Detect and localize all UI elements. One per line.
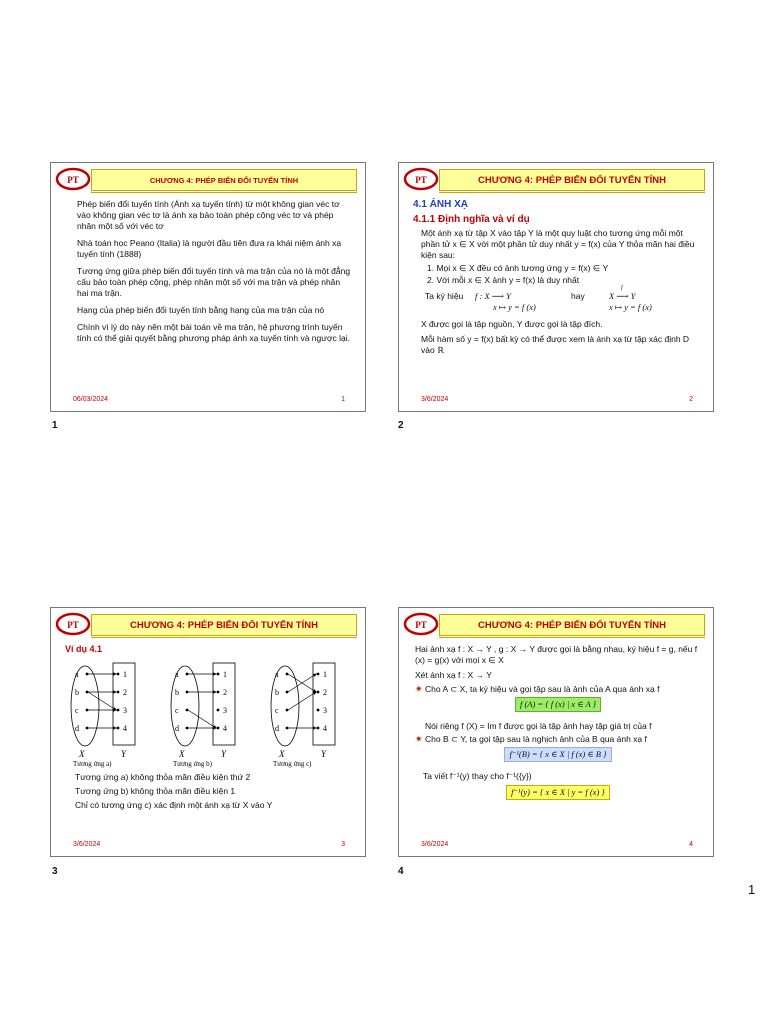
domain-element-label: a	[175, 670, 179, 679]
notation-text: Ta viết f⁻¹(y) thay cho f⁻¹({y})	[423, 771, 532, 781]
ptit-logo-icon	[55, 165, 91, 193]
codomain-element-label: 4	[323, 724, 327, 733]
codomain-point	[217, 727, 220, 730]
slide-date: 3/6/2024	[421, 396, 449, 403]
slide-date: 06/03/2024	[73, 396, 109, 403]
domain-element-label: c	[275, 706, 279, 715]
mapping-arrow	[288, 692, 316, 710]
slide-body	[77, 199, 351, 391]
notation-block	[413, 285, 701, 315]
slide-header	[399, 608, 713, 640]
domain-point	[86, 727, 89, 730]
source-target-text: X được gọi là tập nguồn, Y được gọi là tập đích.	[421, 319, 603, 329]
sheet-page-number: 1	[748, 882, 756, 897]
slide-body	[415, 644, 701, 836]
notation-2-f: f	[621, 285, 623, 291]
slide-header	[51, 608, 365, 640]
slide-2	[398, 162, 714, 412]
codomain-point	[317, 727, 320, 730]
codomain-point	[117, 727, 120, 730]
domain-point	[86, 691, 89, 694]
codomain-point	[217, 709, 220, 712]
paragraph: Phép biến đổi tuyến tính (Ánh xạ tuyến tính) từ một không gian véc tơ vào không gian véc tơ là ánh xạ bảo toàn phép cộng véc tơ và phép nhân một số với véc tơ	[77, 199, 340, 231]
image-formula: f (A) = { f (x) | x ∈ A }	[515, 697, 601, 712]
ptit-logo-icon	[403, 610, 439, 638]
explanation-line: Tương ứng a) không thỏa mãn điều kiện thứ 2	[75, 772, 251, 782]
domain-point	[286, 727, 289, 730]
set-y-label: Y	[221, 749, 227, 759]
codomain-element-label: 3	[323, 706, 327, 715]
set-x-label: X	[179, 749, 185, 759]
diagram-caption: Tương ứng c)	[273, 760, 312, 768]
set-x-label: X	[279, 749, 285, 759]
set-y-label: Y	[321, 749, 327, 759]
codomain-element-label: 2	[223, 688, 227, 697]
slide-number: 3	[341, 841, 345, 848]
codomain-element-label: 2	[123, 688, 127, 697]
codomain-element-label: 1	[123, 670, 127, 679]
codomain-element-label: 3	[223, 706, 227, 715]
domain-point	[186, 691, 189, 694]
thumbnail-label-3: 3	[52, 866, 58, 877]
notation-lead: Ta ký hiệu	[425, 291, 464, 301]
domain-element-label: d	[175, 724, 179, 733]
slide-title: CHƯƠNG 4: PHÉP BIẾN ĐỔI TUYẾN TÍNH	[439, 169, 705, 191]
slide-number: 1	[341, 396, 345, 403]
slide-header	[51, 163, 365, 195]
domain-point	[286, 673, 289, 676]
explanation-line: Tương ứng b) không thỏa mãn điều kiện 1	[75, 786, 236, 796]
slide-3	[50, 607, 366, 857]
codomain-point	[117, 709, 120, 712]
svg-text:PT: PT	[67, 620, 79, 630]
domain-point	[186, 727, 189, 730]
codomain-element-label: 4	[123, 724, 127, 733]
thumbnail-label-4: 4	[398, 866, 404, 877]
mapping-arrow	[88, 692, 116, 710]
condition-1: 1. Mọi x ∈ X đều có ảnh tương ứng y = f(x) ∈ Y	[427, 263, 609, 273]
consider-mapping: Xét ánh xạ f : X → Y	[415, 670, 492, 680]
paragraph: Tương ứng giữa phép biến đổi tuyến tính và ma trận của nó là một đẳng cấu bảo toàn phép cộng, phép nhân một số với ma trận và phép nhân hai ma trận.	[77, 266, 351, 298]
diagram-caption: Tương ứng a)	[73, 760, 112, 768]
slide-title: CHƯƠNG 4: PHÉP BIẾN ĐỔI TUYẾN TÍNH	[439, 614, 705, 636]
condition-2: 2. Với mỗi x ∈ X ảnh y = f(x) là duy nhất	[427, 275, 580, 285]
domain-element-label: c	[75, 706, 79, 715]
definition-text: Một ánh xạ từ tập X vào tập Y là một quy luật cho tương ứng mỗi một phần tử x ∈ X với một phần tử duy nhất y = f(x) của Y thỏa mãn hai điều kiện sau:	[421, 228, 695, 260]
ptit-logo-icon	[55, 610, 91, 638]
domain-point	[186, 673, 189, 676]
domain-element-label: d	[75, 724, 79, 733]
section-heading: 4.1 ÁNH XẠ	[413, 199, 469, 210]
codomain-point	[117, 673, 120, 676]
mapping-diagrams	[65, 658, 355, 768]
set-x-label: X	[79, 749, 85, 759]
function-text: Mỗi hàm số y = f(x) bất kỳ có thể được xem là ánh xạ từ tập xác định D vào ℝ	[421, 334, 690, 355]
paragraph: Chính vì lý do này nên một bài toán về ma trận, hệ phương trình tuyến tính có thể giải quyết bằng phương pháp ánh xạ tuyến tính và ngược lại.	[77, 322, 350, 343]
image-definition: Cho A ⊂ X, ta ký hiệu và gọi tập sau là ảnh của A qua ánh xạ f	[425, 684, 660, 694]
equality-text: Hai ánh xạ f : X → Y , g : X → Y được gọi là bằng nhau, ký hiệu f = g, nếu f (x) = g(x) với mọi x ∈ X	[415, 644, 698, 665]
svg-text:PT: PT	[67, 175, 79, 185]
slide-number: 4	[689, 841, 693, 848]
thumbnail-label-2: 2	[398, 420, 404, 431]
slide-footer	[51, 836, 365, 856]
slide-footer	[399, 836, 713, 856]
notation-2-bottom: x ↦ y = f (x)	[609, 302, 652, 312]
domain-element-label: b	[275, 688, 279, 697]
explanation-line: Chỉ có tương ứng c) xác định một ánh xạ từ X vào Y	[75, 800, 273, 810]
slide-title: CHƯƠNG 4: PHÉP BIẾN ĐỔI TUYẾN TÍNH	[91, 169, 357, 191]
domain-point	[186, 709, 189, 712]
svg-text:PT: PT	[415, 620, 427, 630]
domain-element-label: b	[75, 688, 79, 697]
paragraph: Nhà toán học Peano (Italia) là người đầu tiên đưa ra khái niệm ánh xạ tuyến tính (1888)	[77, 238, 342, 259]
mapping-arrow	[188, 710, 216, 728]
codomain-element-label: 1	[223, 670, 227, 679]
slide-body	[413, 199, 701, 391]
domain-element-label: b	[175, 688, 179, 697]
subsection-heading: 4.1.1 Định nghĩa và ví dụ	[413, 214, 530, 225]
set-y-label: Y	[121, 749, 127, 759]
codomain-element-label: 1	[323, 670, 327, 679]
domain-point	[86, 709, 89, 712]
domain-element-label: a	[75, 670, 79, 679]
image-set-text: Nói riêng f (X) = Im f được gọi là tập ảnh hay tập giá trị của f	[425, 721, 652, 731]
codomain-element-label: 3	[123, 706, 127, 715]
codomain-point	[217, 691, 220, 694]
codomain-point	[317, 673, 320, 676]
domain-element-label: c	[175, 706, 179, 715]
slide-date: 3/6/2024	[421, 841, 449, 848]
codomain-point	[317, 691, 320, 694]
svg-text:PT: PT	[415, 175, 427, 185]
example-heading: Ví dụ 4.1	[65, 644, 103, 654]
domain-element-label: d	[275, 724, 279, 733]
domain-point	[286, 691, 289, 694]
slide-number: 2	[689, 396, 693, 403]
ptit-logo-icon	[403, 165, 439, 193]
thumbnail-label-1: 1	[52, 420, 58, 431]
slide-footer	[51, 391, 365, 411]
slide-footer	[399, 391, 713, 411]
domain-point	[286, 709, 289, 712]
codomain-point	[217, 673, 220, 676]
preimage-definition: Cho B ⊂ Y, ta gọi tập sau là nghịch ảnh của B qua ánh xạ f	[425, 734, 647, 744]
notation-or: hay	[571, 291, 585, 301]
codomain-element-label: 4	[223, 724, 227, 733]
diagram-caption: Tương ứng b)	[173, 760, 212, 768]
preimage-formula: f⁻¹(B) = { x ∈ X | f (x) ∈ B }	[504, 747, 611, 762]
paragraph: Hạng của phép biến đổi tuyến tính bằng hạng của ma trận của nó	[77, 305, 325, 315]
notation-2-top: X ⟶ Y	[609, 291, 636, 301]
preimage-point-formula: f⁻¹(y) = { x ∈ X | y = f (x) }	[506, 785, 610, 800]
notation-1-top: f : X ⟶ Y	[475, 291, 511, 301]
slide-title: CHƯƠNG 4: PHÉP BIẾN ĐỔI TUYẾN TÍNH	[91, 614, 357, 636]
codomain-point	[317, 709, 320, 712]
slide-1	[50, 162, 366, 412]
star-bullet-icon: ✷	[415, 684, 426, 694]
star-bullet-icon: ✷	[415, 734, 426, 744]
codomain-element-label: 2	[323, 688, 327, 697]
mapping-diagrams-svg	[65, 658, 355, 768]
notation-1-bottom: x ↦ y = f (x)	[493, 302, 536, 312]
slide-body	[65, 644, 355, 836]
slide-4	[398, 607, 714, 857]
codomain-point	[117, 691, 120, 694]
slide-header	[399, 163, 713, 195]
domain-element-label: a	[275, 670, 279, 679]
slide-date: 3/6/2024	[73, 841, 101, 848]
domain-point	[86, 673, 89, 676]
